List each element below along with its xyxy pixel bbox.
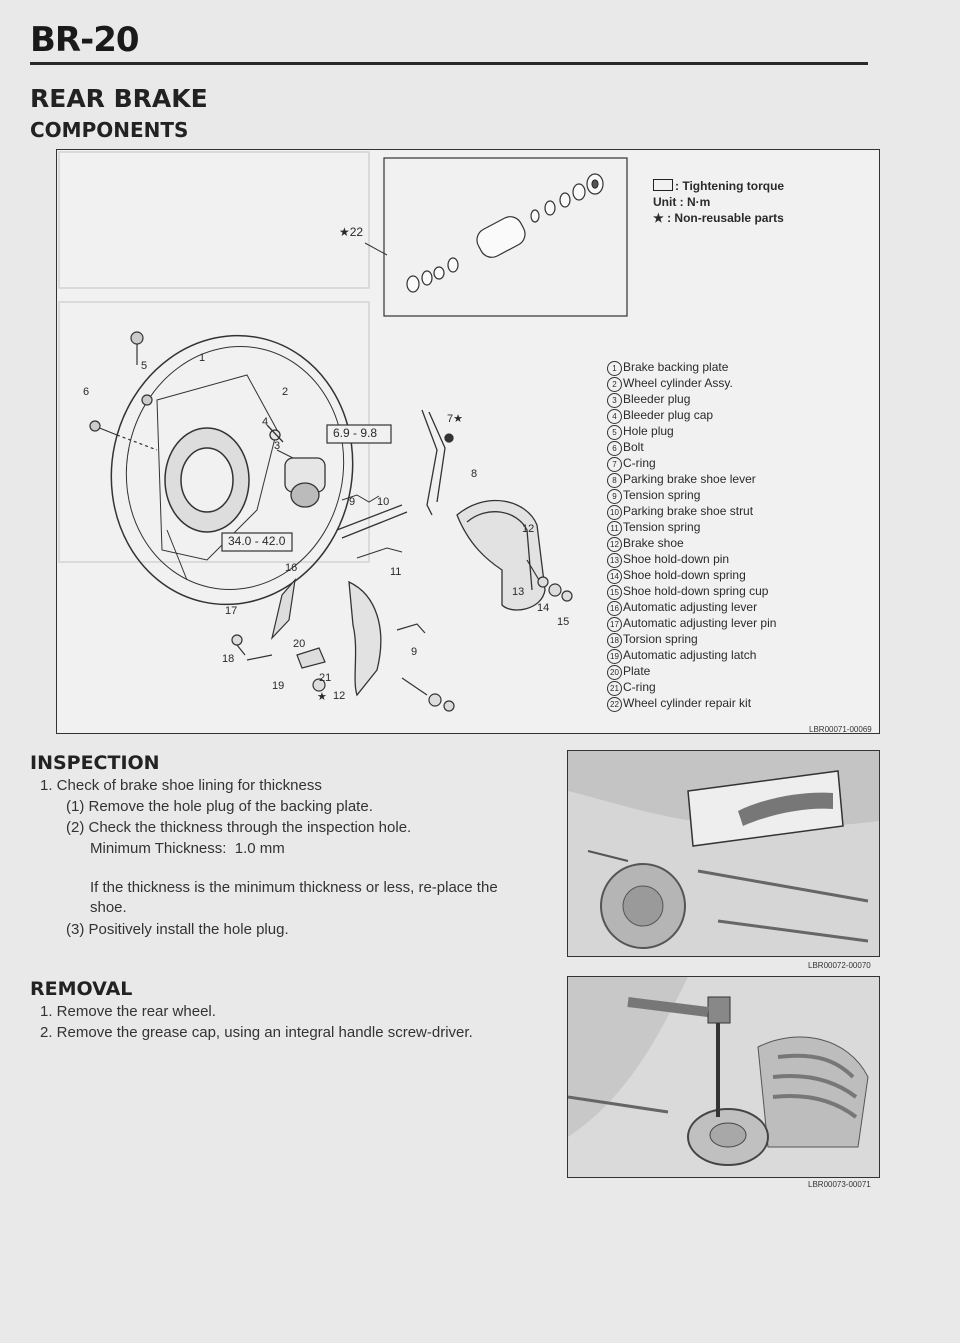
parts-list-item bbox=[607, 440, 776, 456]
callout-22: ★22 bbox=[339, 225, 364, 239]
brake-inspection-photo bbox=[567, 750, 880, 957]
components-diagram bbox=[56, 149, 880, 734]
callout-4: 4 bbox=[262, 416, 269, 428]
parts-list-item bbox=[607, 472, 776, 488]
callout-10: 10 bbox=[377, 496, 390, 508]
part-number: 9 bbox=[607, 489, 622, 504]
part-number: 13 bbox=[607, 553, 622, 568]
part-name: Bolt bbox=[623, 440, 644, 454]
part-number: 16 bbox=[607, 601, 622, 616]
parts-list-item bbox=[607, 376, 776, 392]
parts-list-item bbox=[607, 696, 776, 712]
parts-list-item bbox=[607, 392, 776, 408]
part-number: 14 bbox=[607, 569, 622, 584]
callout-6: 6 bbox=[83, 386, 90, 398]
part-number: 2 bbox=[607, 377, 622, 392]
section-subtitle: COMPONENTS bbox=[30, 118, 189, 142]
callout-11: 11 bbox=[390, 566, 402, 578]
part-number: 3 bbox=[607, 393, 622, 408]
parts-list bbox=[607, 360, 776, 712]
part-number: 7 bbox=[607, 457, 622, 472]
parts-list-item bbox=[607, 408, 776, 424]
removal-step-1: 1. Remove the rear wheel. bbox=[40, 1003, 216, 1020]
part-number: 21 bbox=[607, 681, 622, 696]
parts-list-item bbox=[607, 520, 776, 536]
parts-list-item bbox=[607, 456, 776, 472]
part-name: Brake shoe bbox=[623, 536, 684, 550]
parts-list-item bbox=[607, 680, 776, 696]
part-number: 8 bbox=[607, 473, 622, 488]
header-rule bbox=[30, 62, 868, 65]
wheel-cylinder-repair-kit-drawing bbox=[407, 174, 603, 292]
parts-list-item bbox=[607, 584, 776, 600]
part-name: Hole plug bbox=[623, 424, 674, 438]
part-number: 17 bbox=[607, 617, 622, 632]
part-name: Shoe hold-down pin bbox=[623, 552, 730, 566]
callout-12b: 12 bbox=[333, 690, 346, 702]
callout-14: 14 bbox=[537, 602, 550, 614]
part-number: 11 bbox=[607, 521, 622, 536]
callout-star: ★ bbox=[317, 691, 327, 703]
part-number: 15 bbox=[607, 585, 622, 600]
part-number: 22 bbox=[607, 697, 622, 712]
part-name: Automatic adjusting latch bbox=[623, 648, 757, 662]
figure-code-2: LBR00072-00070 bbox=[808, 961, 871, 970]
part-name: Wheel cylinder Assy. bbox=[623, 376, 733, 390]
callout-13: 13 bbox=[512, 586, 525, 598]
parts-list-item bbox=[607, 360, 776, 376]
page-code: BR-20 bbox=[30, 20, 139, 60]
inspection-sub-1: (1) Remove the hole plug of the backing plate. bbox=[66, 798, 373, 815]
part-number: 6 bbox=[607, 441, 622, 456]
parts-list-item bbox=[607, 504, 776, 520]
min-thickness-value: 1.0 mm bbox=[234, 840, 285, 857]
callout-3: 3 bbox=[274, 440, 281, 452]
parts-list-item bbox=[607, 536, 776, 552]
callout-2: 2 bbox=[282, 386, 289, 398]
callout-20: 20 bbox=[293, 638, 306, 650]
callout-16: 16 bbox=[285, 562, 298, 574]
figure-code-3: LBR00073-00071 bbox=[808, 1180, 871, 1189]
inspection-note: If the thickness is the minimum thickness or less, re-place the shoe. bbox=[90, 879, 498, 916]
callout-8: 8 bbox=[471, 468, 478, 480]
parts-list-item bbox=[607, 488, 776, 504]
part-number: 5 bbox=[607, 425, 622, 440]
part-name: Bleeder plug bbox=[623, 392, 691, 406]
callout-7: 7★ bbox=[447, 413, 463, 425]
figure-code-1: LBR00071-00069 bbox=[809, 725, 872, 734]
part-name: Automatic adjusting lever pin bbox=[623, 616, 777, 630]
part-name: Bleeder plug cap bbox=[623, 408, 714, 422]
inspection-step-1: 1. Check of brake shoe lining for thickness bbox=[40, 777, 322, 794]
part-number: 18 bbox=[607, 633, 622, 648]
torque-box-icon bbox=[653, 179, 673, 191]
part-number: 20 bbox=[607, 665, 622, 680]
part-name: Tension spring bbox=[623, 520, 701, 534]
part-name: C-ring bbox=[623, 680, 656, 694]
callout-19: 19 bbox=[272, 680, 285, 692]
torque-backing-plate: 34.0 - 42.0 bbox=[228, 534, 286, 548]
minimum-thickness bbox=[90, 839, 285, 859]
part-number: 19 bbox=[607, 649, 622, 664]
part-number: 4 bbox=[607, 409, 622, 424]
inspection-title: INSPECTION bbox=[30, 752, 160, 774]
section-title: REAR BRAKE bbox=[30, 84, 208, 113]
callout-15: 15 bbox=[557, 616, 570, 628]
part-name: Parking brake shoe lever bbox=[623, 472, 756, 486]
bolts-drawing bbox=[90, 332, 157, 450]
parts-list-item bbox=[607, 600, 776, 616]
legend-unit: Unit : N·m bbox=[653, 195, 711, 209]
part-name: Shoe hold-down spring bbox=[623, 568, 746, 582]
part-name: Plate bbox=[623, 664, 651, 678]
part-name: Automatic adjusting lever bbox=[623, 600, 758, 614]
legend-tightening: : Tightening torque bbox=[675, 179, 785, 193]
callout-18: 18 bbox=[222, 653, 235, 665]
min-thickness-label: Minimum Thickness: bbox=[90, 840, 227, 857]
callout-12: 12 bbox=[522, 523, 535, 535]
callout-17: 17 bbox=[225, 605, 238, 617]
callout-9b: 9 bbox=[411, 646, 418, 658]
inspection-sub-2: (2) Check the thickness through the inspection hole. bbox=[66, 819, 412, 836]
callout-1: 1 bbox=[199, 352, 206, 364]
part-name: Brake backing plate bbox=[623, 360, 729, 374]
part-name: Wheel cylinder repair kit bbox=[623, 696, 752, 710]
torque-wheel-cylinder: 6.9 - 9.8 bbox=[333, 426, 378, 440]
parts-list-item bbox=[607, 616, 776, 632]
parts-list-item bbox=[607, 552, 776, 568]
part-number: 12 bbox=[607, 537, 622, 552]
parts-list-item bbox=[607, 648, 776, 664]
parts-list-item bbox=[607, 568, 776, 584]
inspection-sub-3: (3) Positively install the hole plug. bbox=[66, 921, 289, 938]
part-number: 10 bbox=[607, 505, 622, 520]
part-number: 1 bbox=[607, 361, 622, 376]
removal-step-2: 2. Remove the grease cap, using an integral handle screw-driver. bbox=[40, 1024, 473, 1041]
parts-list-item bbox=[607, 632, 776, 648]
part-name: Shoe hold-down spring cup bbox=[623, 584, 769, 598]
part-name: Parking brake shoe strut bbox=[623, 504, 754, 518]
legend-nonreusable: ★ : Non-reusable parts bbox=[653, 211, 784, 225]
parts-list-item bbox=[607, 664, 776, 680]
backing-plate-drawing bbox=[87, 313, 378, 627]
callout-5: 5 bbox=[141, 360, 148, 372]
part-name: C-ring bbox=[623, 456, 656, 470]
legend bbox=[653, 178, 784, 226]
parts-list-item bbox=[607, 424, 776, 440]
part-name: Torsion spring bbox=[623, 632, 698, 646]
removal-title: REMOVAL bbox=[30, 978, 133, 1000]
grease-cap-removal-photo bbox=[567, 976, 880, 1178]
part-name: Tension spring bbox=[623, 488, 701, 502]
callout-21: 21 bbox=[319, 672, 332, 684]
callout-9: 9 bbox=[349, 496, 356, 508]
wheel-cylinder-drawing bbox=[267, 425, 325, 507]
